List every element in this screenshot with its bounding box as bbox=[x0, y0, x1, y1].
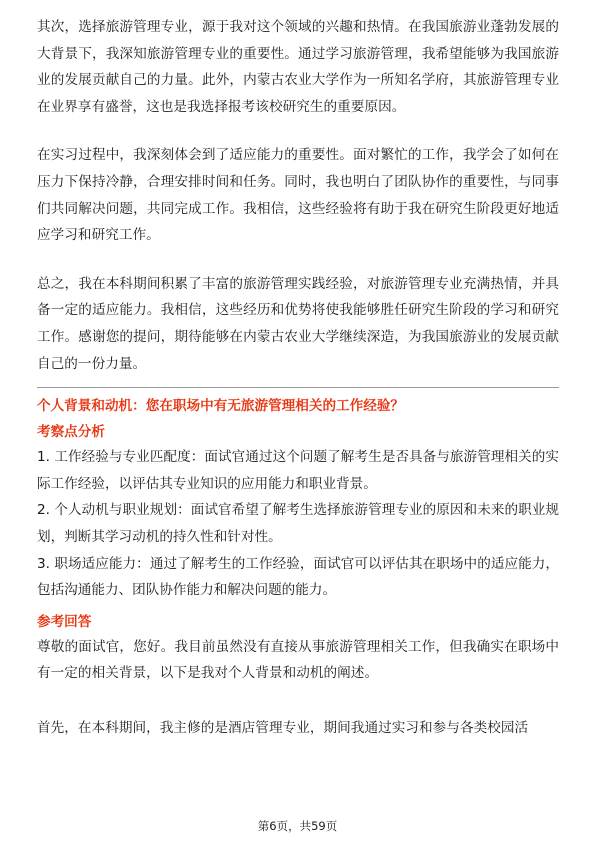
document-page bbox=[37, 14, 559, 741]
section-divider bbox=[37, 387, 559, 388]
analysis-item: 1. 工作经验与专业匹配度：面试官通过这个问题了解考生是否具备与旅游管理相关的实际工作经验，以评估其专业知识的应用能力和职业背景。 bbox=[37, 449, 559, 492]
analysis-item: 2. 个人动机与职业规划：面试官希望了解考生选择旅游管理专业的原因和未来的职业规划，判断其学习动机的持久性和针对性。 bbox=[37, 502, 559, 545]
question-heading: 个人背景和动机：您在职场中有无旅游管理相关的工作经验？ bbox=[37, 398, 405, 415]
answer-label: 参考回答 bbox=[37, 613, 92, 630]
page-number-footer: 第6页，共59页 bbox=[257, 819, 338, 833]
analysis-label: 考察点分析 bbox=[37, 424, 105, 441]
body-paragraph: 其次，选择旅游管理专业，源于我对这个领域的兴趣和热情。在我国旅游业蓬勃发展的大背景下，我深知旅游管理专业的重要性。通过学习旅游管理，我希望能够为我国旅游业的发展贡献自己的力量。此外，内蒙古农业大学作为一所知名学府，其旅游管理专业在业界享有盛誉，这也是我选择报考该校研究生的重要原因。 bbox=[37, 19, 559, 115]
analysis-item: 3. 职场适应能力：通过了解考生的工作经验，面试官可以评估其在职场中的适应能力，包括沟通能力、团队协作能力和解决问题的能力。 bbox=[37, 555, 559, 599]
answer-paragraph: 尊敬的面试官，您好。我目前虽然没有直接从事旅游管理相关工作，但我确实在职场中有一定的相关背景，以下是我对个人背景和动机的阐述。 bbox=[37, 638, 559, 682]
answer-paragraph: 首先，在本科期间，我主修的是酒店管理专业，期间我通过实习和参与各类校园活 bbox=[37, 719, 529, 736]
body-paragraph: 总之，我在本科期间积累了丰富的旅游管理实践经验，对旅游管理专业充满热情，并具备一定的适应能力。我相信，这些经历和优势将使我能够胜任研究生阶段的学习和研究工作。感谢您的提问，期待能够在内蒙古农业大学继续深造，为我国旅游业的发展贡献自己的一份力量。 bbox=[37, 275, 559, 372]
body-paragraph: 在实习过程中，我深刻体会到了适应能力的重要性。面对繁忙的工作，我学会了如何在压力下保持冷静，合理安排时间和任务。同时，我也明白了团队协作的重要性，与同事们共同解决问题，共同完成工作。我相信，这些经验将有助于我在研究生阶段更好地适应学习和研究工作。 bbox=[37, 147, 559, 244]
